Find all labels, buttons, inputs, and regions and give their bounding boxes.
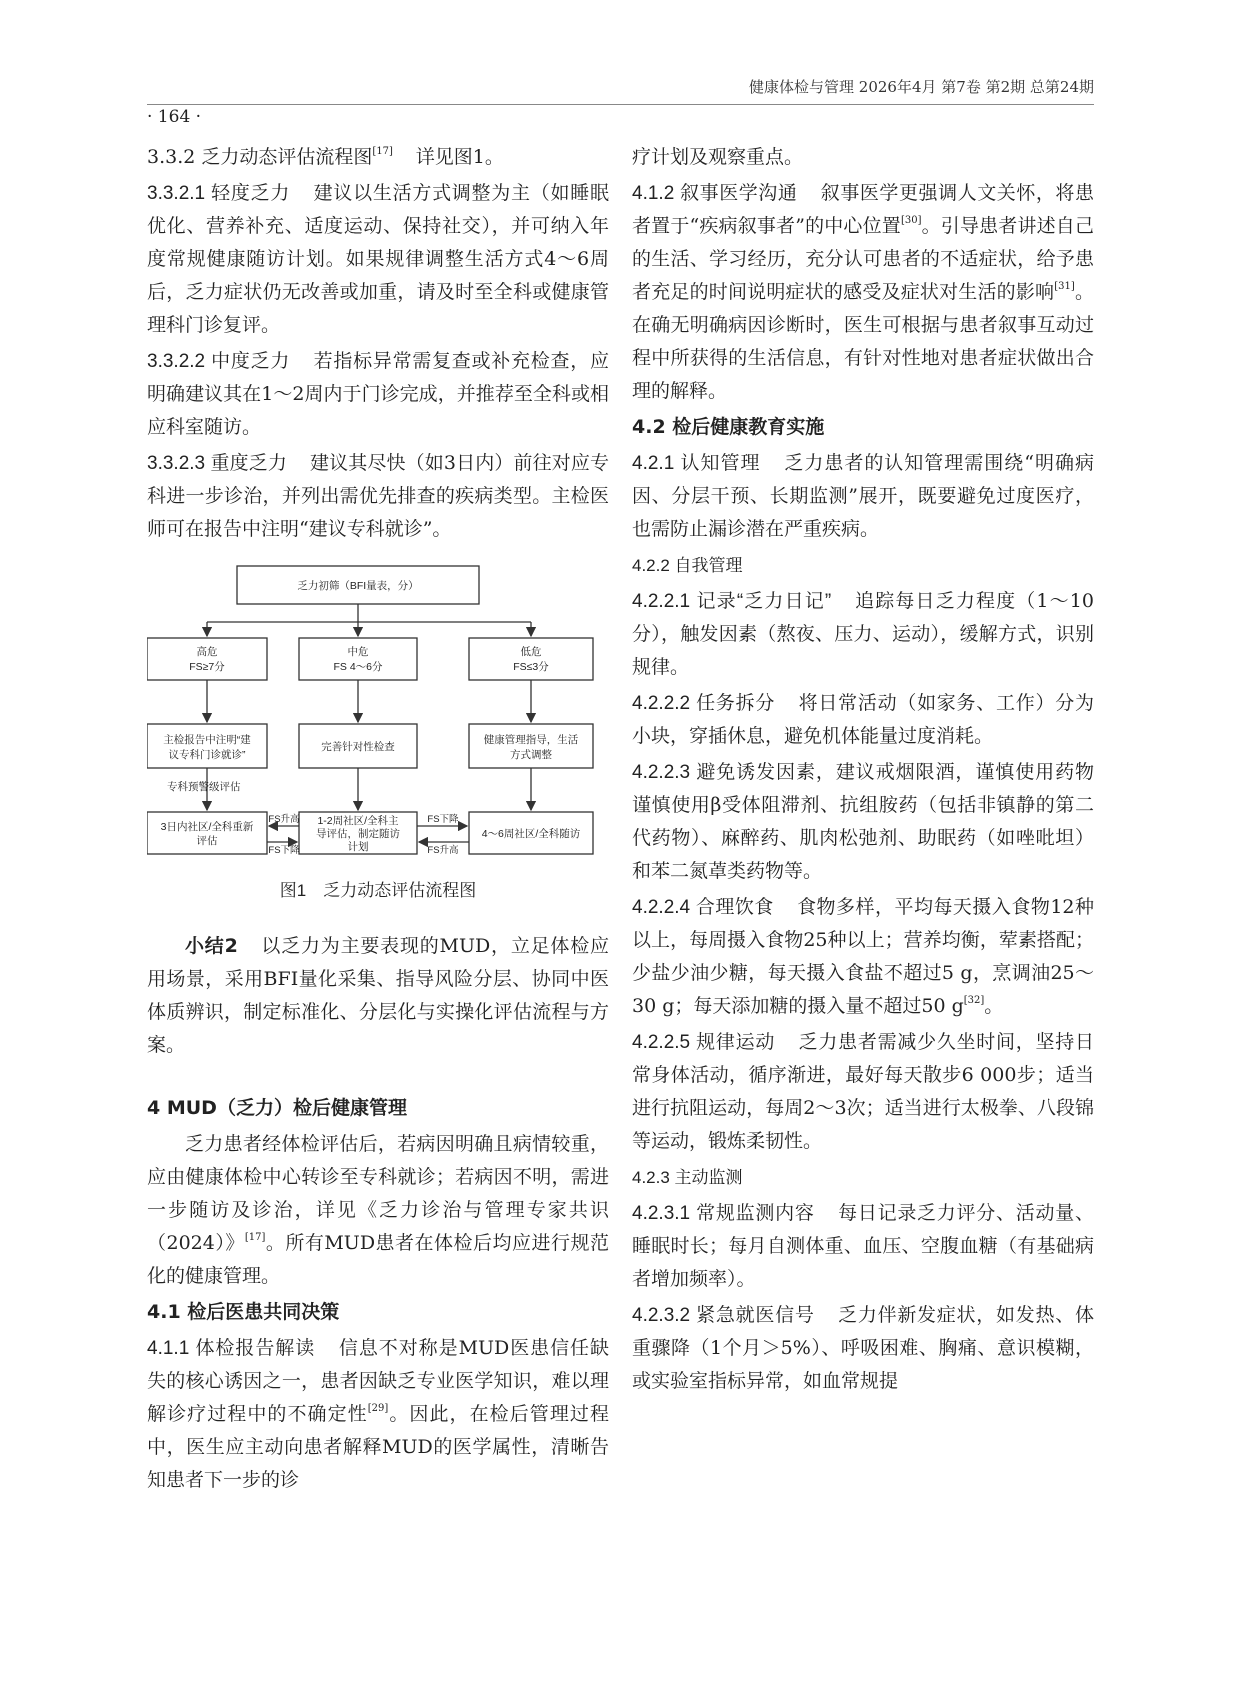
flow-text-action-low-1: 健康管理指导，生活 <box>483 734 579 746</box>
flow-label-fs-down-right: FS下降 <box>427 814 459 825</box>
section-4-2-heading: 4.2 检后健康教育实施 <box>632 416 825 438</box>
item-label: 4.2.2.4 合理饮食 <box>632 897 774 918</box>
item-label: 3.3.2.3 重度乏力 <box>147 453 288 474</box>
item-label: 4.1.1 体检报告解读 <box>147 1338 316 1359</box>
section-number: 3.3.2 <box>147 146 196 168</box>
flow-box-low-risk <box>469 638 593 680</box>
summary-text: 以乏力为主要表现的MUD，立足体检应用场景，采用BFI量化采集、指导风险分层、协同中医体质辨识，制定标准化、分层化与实操化评估流程与方案。 <box>147 935 609 1056</box>
flow-box-action-low <box>469 724 593 768</box>
summary-paragraph <box>147 930 609 1062</box>
journal-info: 健康体检与管理 2026年4月 第7卷 第2期 总第24期 <box>749 78 1094 96</box>
item-label: 4.1.2 叙事医学沟通 <box>632 183 798 204</box>
flow-text-action-low-2: 方式调整 <box>510 749 552 761</box>
item-label: 4.2.3.2 紧急就医信号 <box>632 1305 815 1326</box>
flow-text-low-1: 低危 <box>520 646 542 658</box>
section-4-2-2-1: 4.2.2.1 记录“乏力日记” 追踪每日乏力程度（1～10分），触发因素（熬夜、压力、运动），缓解方式，识别规律。 <box>632 590 1094 678</box>
item-label: 4.2.2.1 记录“乏力日记” <box>632 591 832 612</box>
flow-label-fs-up-left: FS升高 <box>268 814 300 825</box>
item-label: 4.2.2.2 任务拆分 <box>632 693 776 714</box>
section-text: 详见图1。 <box>415 146 504 168</box>
item-text: 若指标异常需复查或补充检查，应明确建议其在1～2周内于门诊完成，并推荐至全科或相应科室随访。 <box>147 350 609 438</box>
section-4-2-1: 4.2.1 认知管理 乏力患者的认知管理需围绕“明确病因、分层干预、长期监测”展开，既要避免过度医疗，也需防止漏诊潜在严重疾病。 <box>632 452 1094 540</box>
flow-text-low-2: FS≤3分 <box>513 661 549 673</box>
citation: [30] <box>900 215 922 226</box>
section-4-1-2: 4.1.2 叙事医学沟通 叙事医学更强调人文关怀，将患者置于“疾病叙事者”的中心位置[30]。引导患者讲述自己的生活、学习经历，充分认可患者的不适症状，给予患者充足的时间说明症状的感受及症状对生活的影响[31]。在确无明确病因诊断时，医生可根据与患者叙事互动过程中所获得的生活信息，有针对性地对患者症状做出合理的解释。 <box>632 182 1094 402</box>
right-column <box>632 141 1114 1401</box>
section-3-3-2-3 <box>147 447 609 546</box>
flow-box-high-risk <box>147 638 267 680</box>
section-4-1-1: 4.1.1 体检报告解读 信息不对称是MUD医患信任缺失的核心诱因之一，患者因缺乏专业医学知识，难以理解诊疗过程中的不确定性[29]。因此，在检后管理过程中，医生应主动向患者解释MUD的医学属性，清晰告知患者下一步的诊 <box>147 1337 609 1491</box>
flow-box-action-high <box>147 724 267 768</box>
section-4-2-2-5: 4.2.2.5 规律运动 乏力患者需减少久坐时间，坚持日常身体活动，循序渐进，最好每天散步6 000步；适当进行抗阻运动，每周2～3次；适当进行太极拳、八段锦等运动，锻炼柔韧性。 <box>632 1031 1094 1152</box>
section-4-2-2-3: 4.2.2.3 避免诱发因素，建议戒烟限酒，谨慎使用药物 谨慎使用β受体阻滞剂、抗组胺药（包括非镇静的第二代药物）、麻醉药、肌肉松弛剂、助眠药（如唑吡坦）和苯二氮䓬类药物等。 <box>632 761 1114 882</box>
header-rule <box>147 104 1094 105</box>
summary-label: 小结2 <box>185 935 238 957</box>
section-4-heading: 4 MUD（乏力）检后健康管理 <box>147 1097 407 1119</box>
flow-text-high-1: 高危 <box>196 646 218 658</box>
citation: [17] <box>372 146 393 157</box>
flow-text-followup-high-1: 3日内社区/全科重新 <box>160 821 254 833</box>
section-title: 乏力动态评估流程图 <box>201 147 373 168</box>
citation: [31] <box>1054 281 1075 292</box>
citation: [32] <box>963 995 985 1006</box>
flow-text-warning: 专科预警级评估 <box>167 781 241 793</box>
flow-text-followup-high-2: 评估 <box>196 835 218 847</box>
item-label: 3.3.2.2 中度乏力 <box>147 351 291 372</box>
continued-text: 疗计划及观察重点。 <box>632 146 804 168</box>
section-4-2-3-1: 4.2.3.1 常规监测内容 每日记录乏力评分、活动量、睡眠时长；每月自测体重、血压、空腹血糖（有基础病者增加频率）。 <box>632 1202 1094 1290</box>
section-4-2-3-heading: 4.2.3 主动监测 <box>632 1168 743 1187</box>
item-label: 4.2.3.1 常规监测内容 <box>632 1203 815 1224</box>
flow-label-fs-up-right: FS升高 <box>427 845 459 856</box>
flow-box-followup-high <box>147 812 267 854</box>
flow-label-fs-down-left: FS下降 <box>268 845 300 856</box>
flow-text-high-2: FS≥7分 <box>189 661 225 673</box>
section-4-2-2-2: 4.2.2.2 任务拆分 将日常活动（如家务、工作）分为小块，穿插休息，避免机体能量过度消耗。 <box>632 692 1094 747</box>
section-3-3-2-1 <box>147 177 609 342</box>
item-text: 建议以生活方式调整为主（如睡眠优化、营养补充、适度运动、保持社交），并可纳入年度常规健康随访计划。如果规律调整生活方式4～6周后，乏力症状仍无改善或加重，请及时至全科或健康管理科门诊复评。 <box>147 182 609 336</box>
item-text: 建议其尽快（如3日内）前往对应专科进一步诊治，并列出需优先排查的疾病类型。主检医师可在报告中注明“建议专科就诊”。 <box>147 452 609 540</box>
section-4-2-3-2: 4.2.3.2 紧急就医信号 乏力伴新发症状，如发热、体重骤降（1个月＞5%）、呼吸困难、胸痛、意识模糊，或实验室指标异常，如血常规提 <box>632 1304 1094 1392</box>
section-4-1-heading: 4.1 检后医患共同决策 <box>147 1301 340 1323</box>
item-label: 4.2.2.3 避免诱发因素 <box>632 762 816 783</box>
section-3-3-2-2 <box>147 345 609 444</box>
section-4-2-2-4: 4.2.2.4 合理饮食 食物多样，平均每天摄入食物12种以上，每周摄入食物25种以上；营养均衡，荤素搭配；少盐少油少糖，每天摄入食盐不超过5 g，烹调油25～30 g；每天添加糖的摄入量不超过50 g[32]。 <box>632 896 1094 1017</box>
citation: [29] <box>367 1403 389 1414</box>
flow-text-action-mid: 完善针对性检查 <box>321 741 395 753</box>
page-number: · 164 · <box>147 107 202 127</box>
citation: [17] <box>244 1232 266 1243</box>
item-label: 4.2.2.5 规律运动 <box>632 1032 776 1053</box>
flow-box-mid-risk <box>299 638 417 680</box>
flow-text-action-high-2: 议专科门诊就诊” <box>168 749 246 761</box>
flow-text-followup-mid-3: 计划 <box>347 841 369 853</box>
left-column <box>147 141 609 1500</box>
figure-1 <box>147 556 609 916</box>
item-label: 3.3.2.1 轻度乏力 <box>147 183 291 204</box>
flow-text-followup-mid-2: 导评估，制定随访 <box>316 828 400 840</box>
section-3-3-2 <box>147 141 609 174</box>
item-label: 4.2.1 认知管理 <box>632 453 761 474</box>
section-4-paragraph: 乏力患者经体检评估后，若病因明确且病情较重，应由健康体检中心转诊至专科就诊；若病因不明，需进一步随访及诊治，详见《乏力诊治与管理专家共识（2024）》[17]。所有MUD患者在体检后均应进行规范化的健康管理。 <box>147 1133 610 1287</box>
flow-text-mid-1: 中危 <box>347 646 369 658</box>
flow-text-screening: 乏力初筛（BFI量表，分） <box>297 580 419 592</box>
flow-text-mid-2: FS 4～6分 <box>333 661 383 673</box>
flow-text-followup-low: 4～6周社区/全科随访 <box>481 828 581 840</box>
section-4-2-2-heading: 4.2.2 自我管理 <box>632 556 743 575</box>
flow-text-followup-mid-1: 1-2周社区/全科主 <box>317 815 399 827</box>
flow-text-action-high-1: 主检报告中注明“建 <box>163 734 251 746</box>
figure-caption: 图1 乏力动态评估流程图 <box>279 881 477 900</box>
